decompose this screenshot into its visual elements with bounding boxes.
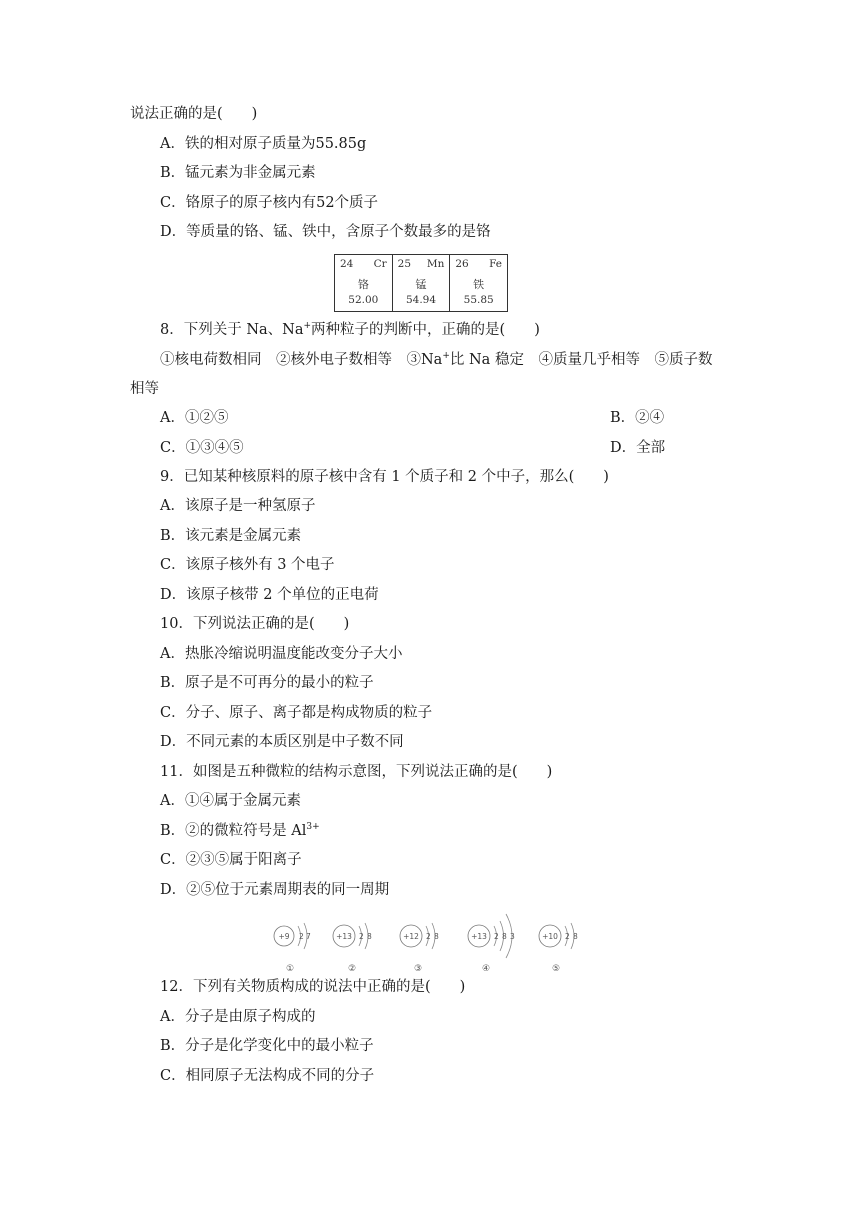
q9-option-a: A．该原子是一种氢原子 — [160, 498, 316, 514]
q9-option-c: C．该原子核外有 3 个电子 — [160, 557, 335, 573]
nucleus-charge: +13 — [336, 932, 352, 941]
q7-stem: 说法正确的是( ) — [130, 106, 258, 122]
atomic-number: 25 — [397, 258, 412, 270]
charge-superscript: + — [442, 351, 450, 361]
q10-option-c: C．分子、原子、离子都是构成物质的粒子 — [160, 705, 433, 721]
atomic-number: 26 — [455, 258, 469, 270]
particle-3-diagram — [400, 923, 439, 974]
particle-4-diagram — [468, 914, 515, 974]
q10-stem: 10．下列说法正确的是( ) — [160, 616, 350, 632]
shell-electrons: 2 — [565, 932, 570, 941]
particle-2-diagram — [333, 923, 372, 974]
element-cell-mn — [393, 255, 451, 311]
atomic-number: 24 — [340, 258, 354, 270]
q9-option-b: B．该元素是金属元素 — [160, 528, 302, 544]
q10-option-d: D．不同元素的本质区别是中子数不同 — [160, 734, 404, 750]
q12-option-a: A．分子是由原子构成的 — [160, 1009, 316, 1025]
q7-option-d: D．等质量的铬、锰、铁中，含原子个数最多的是铬 — [160, 224, 491, 240]
q12-stem: 12．下列有关物质构成的说法中正确的是( ) — [160, 979, 466, 995]
q12-option-c: C．相同原子无法构成不同的分子 — [160, 1068, 375, 1084]
element-name: 铬 — [357, 278, 369, 291]
q10-option-a: A．热胀冷缩说明温度能改变分子大小 — [160, 646, 403, 662]
q8-stem-part: 两种粒子的判断中，正确的是( ) — [311, 322, 540, 338]
element-name: 锰 — [415, 278, 427, 291]
q8-statements-cont: 相等 — [130, 381, 159, 397]
q8-option-d: D．全部 — [610, 440, 666, 456]
q12-option-b: B．分子是化学变化中的最小粒子 — [160, 1038, 374, 1054]
q8-statement-part: 比 Na 稳定 ④质量几乎相等 ⑤质子数 — [449, 352, 713, 368]
periodic-table-strip — [334, 254, 508, 312]
shell-electrons: 2 — [494, 932, 499, 941]
q8-statement-part: ①核电荷数相同 ②核外电子数相等 ③Na — [160, 352, 443, 368]
shell-electrons: 2 — [426, 932, 431, 941]
atomic-mass: 52.00 — [348, 294, 379, 306]
charge-superscript: + — [303, 321, 312, 331]
q11-option-d: D．②⑤位于元素周期表的同一周期 — [160, 882, 390, 898]
particle-label: ④ — [481, 964, 491, 974]
q8-stem-part: 8．下列关于 Na、Na — [160, 322, 304, 338]
q8-option-a: A．①②⑤ — [160, 410, 229, 426]
q7-option-c: C．铬原子的原子核内有52个质子 — [160, 195, 379, 211]
q7-option-b: B．锰元素为非金属元素 — [160, 165, 316, 181]
q9-option-d: D．该原子核带 2 个单位的正电荷 — [160, 587, 379, 603]
q8-statements — [160, 350, 712, 370]
particle-label: ① — [285, 964, 295, 974]
particle-label: ③ — [413, 964, 423, 974]
q8-stem — [160, 320, 540, 340]
element-symbol: Fe — [489, 258, 503, 270]
shell-electrons: 8 — [502, 932, 507, 941]
particle-label: ⑤ — [551, 964, 561, 974]
nucleus-charge: +9 — [278, 932, 290, 941]
particle-label: ② — [347, 964, 357, 974]
charge-superscript: 3+ — [306, 822, 320, 832]
shell-electrons: 2 — [299, 932, 304, 941]
q7-option-a: A．铁的相对原子质量为55.85g — [160, 136, 367, 152]
shell-electrons: 3 — [510, 932, 515, 941]
q11-option-b — [160, 821, 320, 841]
nucleus-charge: +13 — [471, 932, 487, 941]
shell-electrons: 2 — [359, 932, 364, 941]
element-cell-cr — [335, 255, 393, 311]
q9-stem: 9．已知某种核原料的原子核中含有 1 个质子和 2 个中子，那么( ) — [160, 469, 609, 485]
element-symbol: Cr — [373, 258, 387, 270]
nucleus-charge: +12 — [403, 932, 419, 941]
element-name: 铁 — [473, 278, 485, 291]
particle-1-diagram — [274, 923, 311, 974]
nucleus-charge: +10 — [542, 932, 558, 941]
q8-option-b: B．②④ — [610, 410, 665, 426]
q10-option-b: B．原子是不可再分的最小的粒子 — [160, 675, 374, 691]
shell-electrons: 8 — [434, 932, 439, 941]
shell-electrons: 8 — [573, 932, 578, 941]
q11-option-c: C．②③⑤属于阳离子 — [160, 852, 302, 868]
q11-option-b-text: B．②的微粒符号是 Al — [160, 823, 307, 839]
atomic-mass: 54.94 — [405, 294, 437, 306]
shell-electrons: 7 — [306, 932, 311, 941]
q11-option-a: A．①④属于金属元素 — [160, 793, 301, 809]
particle-5-diagram — [539, 923, 578, 974]
element-cell-fe — [450, 255, 507, 311]
particle-structure-diagrams — [262, 908, 602, 978]
element-symbol: Mn — [426, 258, 445, 270]
q11-stem: 11．如图是五种微粒的结构示意图，下列说法正确的是( ) — [160, 764, 553, 780]
shell-electrons: 8 — [367, 932, 372, 941]
q8-option-c: C．①③④⑤ — [160, 440, 244, 456]
atomic-mass: 55.85 — [463, 294, 494, 306]
